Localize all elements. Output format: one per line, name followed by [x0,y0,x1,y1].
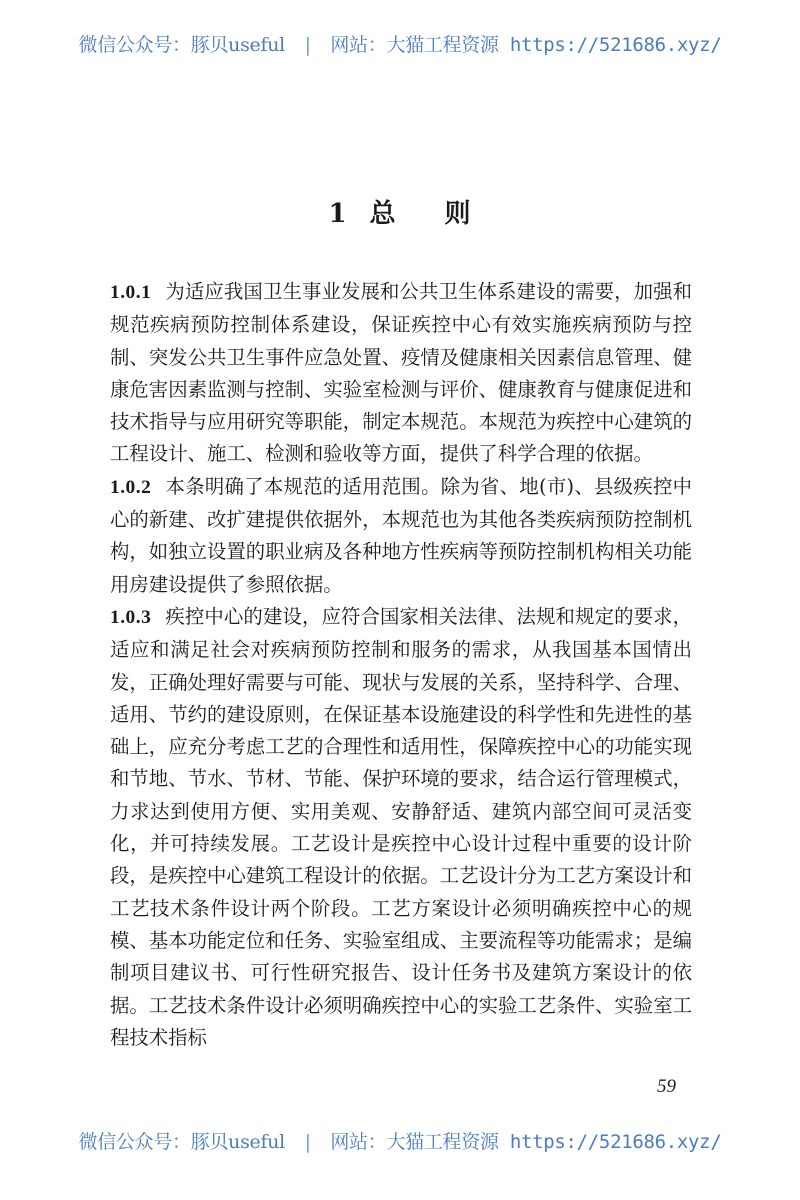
clause-number: 1.0.3 [110,606,152,628]
clause-paragraph [110,471,692,601]
clause-text: 疾控中心的建设，应符合国家相关法律、法规和规定的要求，适应和满足社会对疾病预防控制和服务的需求，从我国基本国情出发，正确处理好需要与可能、现状与发展的关系，坚持科学、合理、适用、节约的建设原则，在保证基本设施建设的科学性和先进性的基础上，应充分考虑工艺的合理性和适用性，保障疾控中心的功能实现和节地、节水、节材、节能、保护环境的要求，结合运行管理模式，力求达到使用方便、实用美观、安静舒适、建筑内部空间可灵活变化，并可持续发展。工艺设计是疾控中心设计过程中重要的设计阶段，是疾控中心建筑工程设计的依据。工艺设计分为工艺方案设计和工艺技术条件设计两个阶段。工艺方案设计必须明确疾控中心的规模、基本功能定位和任务、实验室组成、主要流程等功能需求；是编制项目建议书、可行性研究报告、设计任务书及建筑方案设计的依据。工艺技术条件设计必须明确疾控中心的实验工艺条件、实验室工程技术指标 [110,604,692,1049]
watermark-header [0,30,800,57]
clause-paragraph [110,276,692,471]
chapter-title-char-2: 则 [444,199,472,229]
chapter-title [0,193,800,230]
clause-text: 为适应我国卫生事业发展和公共卫生体系建设的需要，加强和规范疾病预防控制体系建设，保证疾控中心有效实施疾病预防与控制、突发公共卫生事件应急处置、疫情及健康相关因素信息管理、健康危害因素监测与控制、实验室检测与评价、健康教育与健康促进和技术指导与应用研究等职能，制定本规范。本规范为疾控中心建筑的工程设计、施工、检测和验收等方面，提供了科学合理的依据。 [110,280,692,466]
watermark-separator: | [302,34,314,56]
clause-text: 本条明确了本规范的适用范围。除为省、地(市)、县级疾控中心的新建、改扩建提供依据外，本规范也为其他各类疾病预防控制机构，如独立设置的职业病及各种地方性疾病等预防控制机构相关功能用房建设提供了参照依据。 [110,474,692,596]
document-body [110,276,692,1054]
watermark-site-label: 网站：大猫工程资源 [330,1131,499,1153]
clause-paragraph [110,601,692,1054]
watermark-site-label: 网站：大猫工程资源 [330,34,499,56]
watermark-url: https://521686.xyz/ [509,1131,722,1153]
page-number: 59 [657,1076,676,1097]
chapter-title-char-1: 总 [369,199,397,229]
watermark-wechat-label: 微信公众号：豚贝useful [78,34,285,56]
clause-number: 1.0.1 [110,282,152,303]
watermark-wechat-label: 微信公众号：豚贝useful [78,1131,285,1153]
chapter-number: 1 [328,199,348,229]
clause-number: 1.0.2 [110,476,152,498]
watermark-separator: | [302,1131,314,1153]
watermark-footer [0,1127,800,1154]
watermark-url: https://521686.xyz/ [509,34,722,56]
